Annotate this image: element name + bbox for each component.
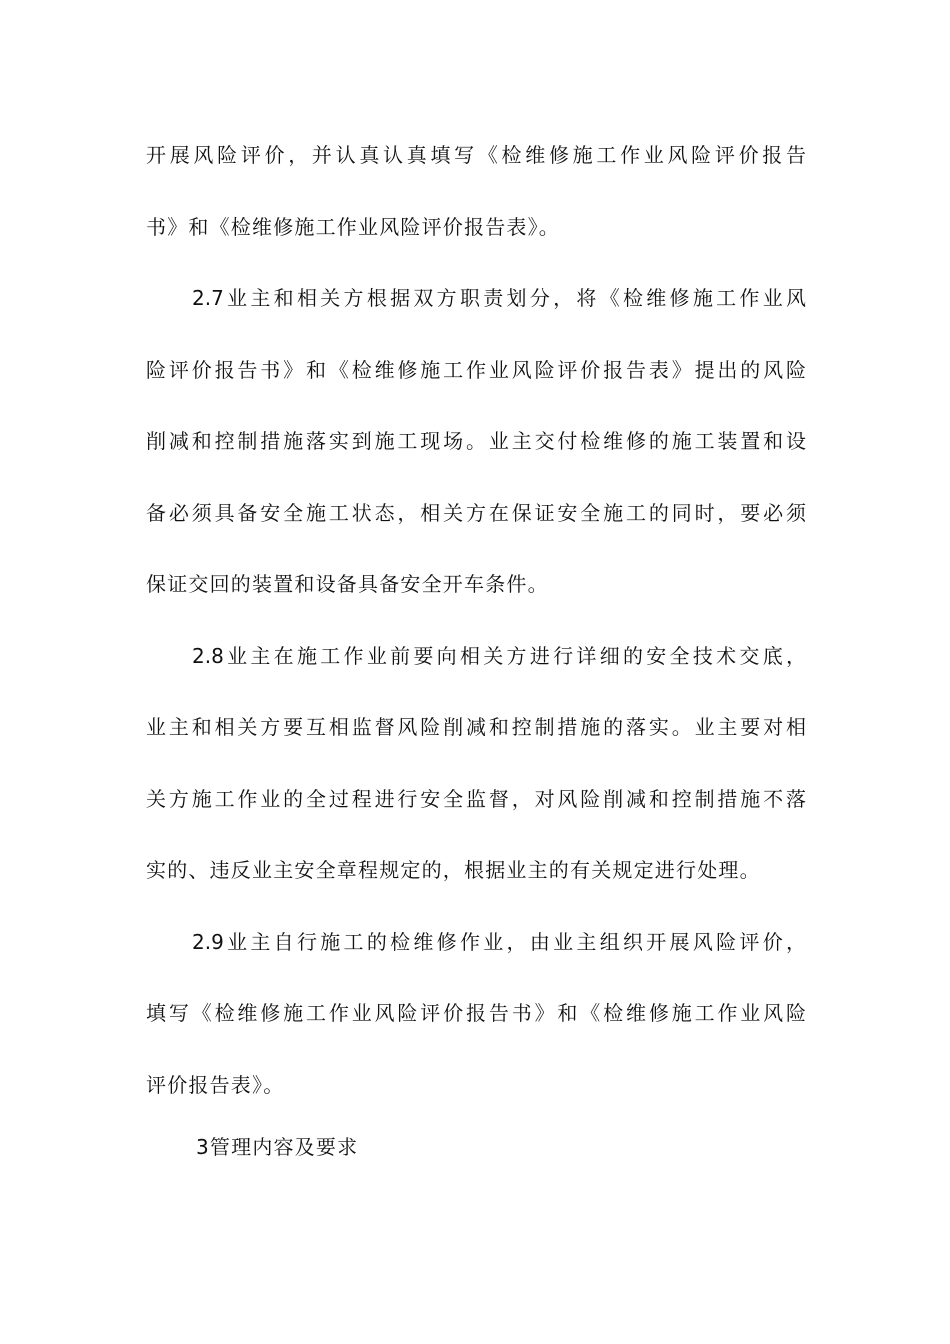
paragraph-line: 填写《检维修施工作业风险评价报告书》和《检维修施工作业风险	[146, 1001, 806, 1025]
paragraph-line: 实的、违反业主安全章程规定的，根据业主的有关规定进行处理。	[146, 858, 761, 882]
paragraph-line: 保证交回的装置和设备具备安全开车条件。	[146, 572, 549, 596]
paragraph-line: 2.9业主自行施工的检维修作业，由业主组织开展风险评价，	[192, 930, 806, 954]
paragraph-line: 2.7业主和相关方根据双方职责划分，将《检维修施工作业风	[192, 286, 806, 310]
section-heading: 3管理内容及要求	[196, 1135, 359, 1159]
paragraph-line: 险评价报告书》和《检维修施工作业风险评价报告表》提出的风险	[146, 358, 806, 382]
paragraph-line: 2.8业主在施工作业前要向相关方进行详细的安全技术交底，	[192, 644, 806, 668]
paragraph-line: 开展风险评价，并认真认真填写《检维修施工作业风险评价报告	[146, 143, 806, 167]
paragraph-line: 备必须具备安全施工状态，相关方在保证安全施工的同时，要必须	[146, 501, 806, 525]
paragraph-line: 评价报告表》。	[146, 1073, 285, 1097]
paragraph-line: 书》和《检维修施工作业风险评价报告表》。	[146, 215, 560, 239]
paragraph-line: 业主和相关方要互相监督风险削减和控制措施的落实。业主要对相	[146, 715, 806, 739]
paragraph-line: 关方施工作业的全过程进行安全监督，对风险削减和控制措施不落	[146, 787, 806, 811]
paragraph-line: 削减和控制措施落实到施工现场。业主交付检维修的施工装置和设	[146, 429, 806, 453]
